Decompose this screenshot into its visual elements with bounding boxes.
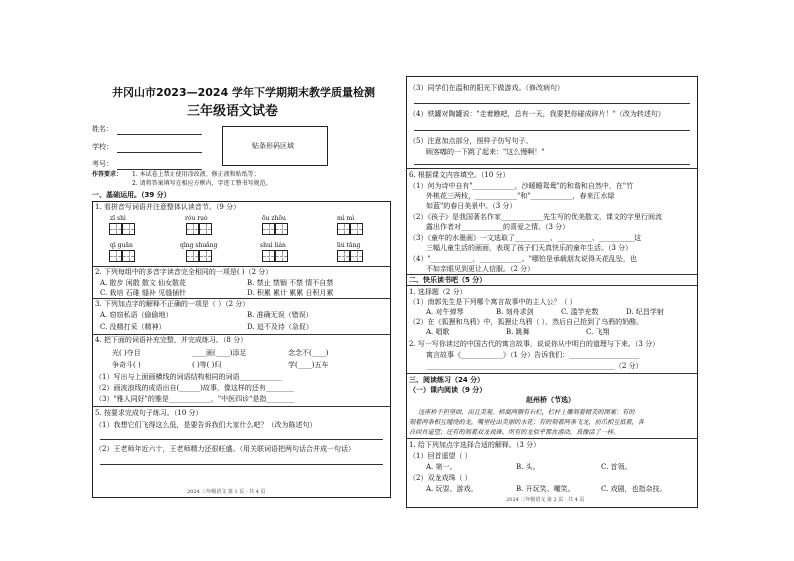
- note-2: 2. 请将答案填写在相应方框内，字迹工整书写规范。: [132, 180, 272, 187]
- char-box[interactable]: [275, 250, 288, 262]
- exam-subtitle: 三年级语文试卷: [187, 104, 279, 119]
- q4-idiom-3[interactable]: 念念不(____): [288, 349, 329, 357]
- divider: [92, 334, 391, 335]
- answer-line[interactable]: [100, 464, 383, 465]
- answer-line[interactable]: [100, 439, 383, 440]
- passage-line-1: 这座桥不但坚固，而且美观。桥面两侧有石栏，栏杆上雕刻着精美的图案：有的: [418, 409, 635, 416]
- q3-option-b[interactable]: B. 准确无误（错误）: [247, 311, 313, 319]
- s2-q1b-option-a[interactable]: A. 唱歌: [426, 328, 450, 336]
- school-label: 学校：: [92, 143, 113, 151]
- school-field[interactable]: [117, 152, 202, 153]
- reading-q1a-option-c[interactable]: C. 首领。: [601, 463, 632, 471]
- q6-line-8[interactable]: （4）"____________，____________。"哪怕是承载朋友说得天花乱坠，也: [409, 255, 637, 263]
- q5-sub-2: （2）王老师年近六十，王老师精力还很旺盛。（用关联词语把两句话合并成一句话）: [95, 445, 355, 453]
- q4-idiom-6[interactable]: 学(____)五车: [288, 361, 329, 369]
- s2-q1b-text: （2）在《狐狸和乌鸦》中，狐狸让乌鸦（ ），然后自己抢到了乌鸦的奶酪。: [409, 318, 644, 326]
- char-box[interactable]: [262, 223, 275, 235]
- exam-title: 井冈山市2023—2024 学年下学期期末教学质量检测: [112, 86, 376, 99]
- q6-text: 6. 根据课文内容填空。（10 分）: [409, 171, 510, 179]
- reading-q1b-option-b[interactable]: B. 开玩笑、嘲笑。: [516, 485, 575, 493]
- divider: [92, 406, 391, 407]
- s2-q1a-option-d[interactable]: D. 纪昌学射: [626, 308, 664, 316]
- q3-text: 3. 下列加点字的解释不正确的一项是（ ）（2 分）: [95, 300, 250, 308]
- pinyin-1: zī shì: [110, 215, 126, 222]
- pinyin-5: qì guān: [110, 242, 133, 249]
- divider: [406, 168, 698, 169]
- section-3-subheading: （一）课内阅读（9 分）: [409, 386, 487, 394]
- divider: [406, 438, 698, 439]
- s2-q2-line-1[interactable]: 寓言故事《____________》（1 分）告诉我们：____________________: [426, 351, 640, 359]
- char-box[interactable]: [186, 223, 199, 235]
- pinyin-4: mì mì: [337, 215, 355, 222]
- q6-line-9: 不如亲眼见到更让人信服。（2 分）: [426, 265, 535, 273]
- q4-idiom-4[interactable]: 争奇斗( ): [112, 361, 141, 369]
- notes-label: 作答要求：: [92, 171, 123, 178]
- sentence-q3: （3）同学们在温和的阳光下做游戏。（修改病句）: [409, 84, 564, 92]
- char-box[interactable]: [199, 250, 212, 262]
- right-page: [406, 76, 698, 510]
- char-box[interactable]: [122, 223, 135, 235]
- pinyin-2: róu ruò: [185, 215, 208, 222]
- q6-line-4[interactable]: （2）《孩子》是我国著名作家____________先生写的优美散文，课文的字里行间流: [409, 213, 662, 221]
- answer-line[interactable]: [414, 164, 690, 165]
- char-box[interactable]: [337, 250, 350, 262]
- section-3-heading: 三、阅读练习（24 分）: [409, 376, 485, 384]
- s2-q1b-option-c[interactable]: C. 飞翔: [586, 328, 610, 336]
- sentence-q5-example: 顾客嘟的一下跳了起来："这么慢啊！": [426, 148, 545, 156]
- pinyin-7: shuì lián: [260, 242, 286, 249]
- q2-option-c[interactable]: C. 栽培 石碓 缝补 见缝插针: [100, 289, 187, 297]
- divider: [92, 298, 391, 299]
- note-1: 1. 本试卷上禁止使用涂改液、修正液和贴纸等；: [132, 171, 260, 178]
- right-footer: 2024 三年级语文 第 2 页 · 共 4 页: [506, 497, 585, 503]
- q2-option-a[interactable]: A. 散步 闲散 散文 仙女散花: [100, 279, 187, 287]
- q5-sub-1: （1）我想它们飞得这么低，是要告诉我们大家什么吧？（改为陈述句）: [95, 421, 317, 429]
- s2-q1a-option-b[interactable]: B. 刻舟求剑: [496, 308, 534, 316]
- exam-number-label: 考号：: [92, 160, 113, 168]
- char-box[interactable]: [262, 250, 275, 262]
- s2-q1-text: 1. 选择题（2 分）: [409, 288, 467, 296]
- passage-title: 赵州桥（节选）: [526, 396, 575, 404]
- char-box[interactable]: [109, 223, 122, 235]
- q4-sub-3[interactable]: （3）"雅人同好"的雅是____________，"中医四诊"是指________: [95, 395, 295, 403]
- divider: [406, 274, 698, 275]
- reading-q1b-option-a[interactable]: A. 玩耍、游戏。: [426, 485, 478, 493]
- s2-q1a-option-c[interactable]: C. 滥竽充数: [561, 308, 599, 316]
- q6-line-1[interactable]: （1）何为诗中自有"____________，沙暖睡鸳鸯"的和谐和自然中，在"竹: [409, 182, 634, 190]
- char-box[interactable]: [350, 250, 363, 262]
- q6-line-3: 如蓝"的春日美景中。（3 分）: [426, 202, 517, 210]
- answer-line[interactable]: [414, 103, 690, 104]
- q4-idiom-2[interactable]: ____画(____)添足: [192, 349, 247, 357]
- section-1-heading: 一、基础运用。（39 分）: [92, 191, 171, 199]
- barcode-label: 贴条形码区域: [252, 142, 294, 150]
- reading-q1b-text: （2）双龙戏珠（ ）: [409, 474, 472, 482]
- s2-q2-line-2[interactable]: ______________________________________________________（2 分）: [426, 362, 643, 370]
- section-2-heading: 二、快乐读书吧（5 分）: [409, 276, 487, 284]
- name-field[interactable]: [117, 134, 202, 135]
- left-page: [92, 76, 391, 510]
- divider: [406, 373, 698, 374]
- reading-q1b-option-c[interactable]: C. 戏剧，也指杂技。: [601, 485, 667, 493]
- q5-text: 5. 按要求完成句子练习。（10 分）: [95, 409, 203, 417]
- reading-q1-text: 1. 给下列加点字选择合适的解释。（3 分）: [409, 441, 541, 449]
- q2-option-b[interactable]: B. 禁止 禁锢 不禁 情不自禁: [247, 279, 334, 287]
- q3-option-a[interactable]: A. 窃窃私语（偷偷地）: [100, 311, 173, 319]
- char-box[interactable]: [275, 223, 288, 235]
- q1-text: 1. 看拼音写词语并注意整体认读音节。（9 分）: [95, 203, 241, 211]
- reading-q1a-option-b[interactable]: B. 头。: [516, 463, 540, 471]
- char-box[interactable]: [337, 223, 350, 235]
- sentence-q5: （5）注意加点部分，照样子仿写句子。: [409, 137, 533, 145]
- s2-q1a-text: （1）南郭先生是下列哪个寓言故事中的主人公？（ ）: [409, 298, 577, 306]
- q4-sub-1[interactable]: （1）写出与上面画横线的词语结构相同的词语____________: [95, 373, 282, 381]
- sentence-q4: （4）铁罐对陶罐说："走着瞧吧，总有一天，我要把你碰成碎片！"（改为转述句）: [409, 110, 665, 118]
- q6-line-5[interactable]: 露出作者对____________的喜爱之情。（3 分）: [426, 223, 570, 231]
- q3-option-d[interactable]: D. 迫不及待（急促）: [247, 323, 313, 331]
- q4-sub-2[interactable]: （2）画波浪线的成语出自(______)故事，像这样的还有________: [95, 384, 294, 392]
- pinyin-3: ōu zhōu: [262, 215, 286, 222]
- answer-line[interactable]: [414, 130, 690, 131]
- char-box[interactable]: [186, 250, 199, 262]
- passage-line-3: 自回首遥望；还有的刻着双龙戏珠。所有的龙似乎都在游动，真像活了一样。: [409, 429, 620, 436]
- pinyin-8: liú tāng: [337, 242, 361, 249]
- q4-text: 4. 把下面的词语补充完整，并完成练习。（8 分）: [95, 336, 248, 344]
- char-box[interactable]: [350, 223, 363, 235]
- char-box[interactable]: [199, 223, 212, 235]
- divider: [92, 266, 391, 267]
- s2-q1b-option-b[interactable]: B. 跳舞: [506, 328, 530, 336]
- char-box[interactable]: [109, 250, 122, 262]
- q2-option-d[interactable]: D. 积累 累计 累累 日积月累: [247, 289, 334, 297]
- s2-q1a-option-a[interactable]: A. 对牛弹琴: [426, 308, 464, 316]
- q2-text: 2. 下列每组中的多音字读音完全相同的一项是( )（2 分）: [95, 268, 273, 276]
- char-box[interactable]: [122, 250, 135, 262]
- pinyin-6: qīng shuǎng: [180, 242, 218, 249]
- q3-option-c[interactable]: C. 没精打采（精神）: [100, 323, 166, 331]
- q4-idiom-5[interactable]: ( )等( )归: [192, 361, 222, 369]
- q4-idiom-1[interactable]: 光( )夺目: [112, 349, 141, 357]
- q6-line-7: 三幅儿童生活的画面，表现了孩子们天真快乐的童年生活。（3 分）: [426, 244, 633, 252]
- divider: [406, 285, 698, 286]
- exam-number-field[interactable]: [117, 169, 202, 170]
- s2-q2-text: 2. 写一写你读过的中国古代的寓言故事，说说你从中明白的道理与下来。（3 分）: [409, 340, 660, 348]
- q6-line-2[interactable]: 外桃花三两枝，____________"和"____________，春来江水绿: [426, 192, 615, 200]
- name-label: 姓名：: [92, 125, 113, 133]
- reading-q1a-text: （1）回首遥望（ ）: [409, 452, 472, 460]
- passage-line-2: 刻着两条相互缠绕的龙，嘴里吐出美丽的水花；有的刻着两条飞龙，前爪相互抵着，各: [409, 419, 645, 426]
- left-footer: 2024 三年级语文 第 1 页 · 共 4 页: [187, 489, 266, 495]
- reading-q1a-option-a[interactable]: A. 第一。: [426, 463, 457, 471]
- barcode-area: [222, 126, 328, 166]
- q6-line-6[interactable]: （3）《童年的水墨画》一文选取了__________、__________、__________这: [409, 234, 641, 242]
